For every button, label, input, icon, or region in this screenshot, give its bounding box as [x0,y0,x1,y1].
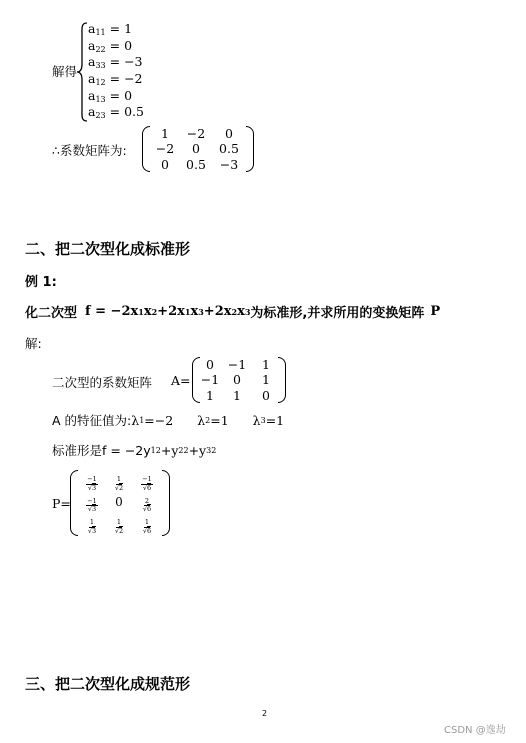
matrix-cell: −3 [219,156,239,172]
matrix-cell: 0 [262,387,270,403]
matrix-cell: 1 [233,387,241,403]
fraction [142,519,152,535]
matrix-P [70,470,170,536]
fraction [114,476,124,492]
matrix-cell: 0 [192,141,200,157]
solve-label: 解得 [52,64,78,79]
left-paren [192,357,200,403]
fraction-numerator: 1 [89,518,95,527]
matrix-cell [142,491,152,514]
right-paren [278,357,286,403]
problem-statement: 化二次型 f = −2x 1 x 2 +2x 1 x 3 +2x 2 x 3 为标准形,并求所用的变换矩阵 P [25,304,441,321]
matrix-cell: −1 [227,357,247,373]
sqrt-sign: √ [87,505,92,514]
fraction-numerator: −1 [142,475,152,484]
matrix-A [192,357,286,403]
radicand: 3 [92,483,97,492]
fraction [114,519,124,535]
matrix-cell [86,491,98,514]
fraction-numerator: −1 [87,496,97,505]
matrix-cell: 1 [262,357,270,373]
sqrt-sign: √ [142,483,147,492]
equation-a22: $a_{22} = 0$ [88,37,133,54]
fraction-numerator: 1 [116,518,122,527]
equation-a33: $a_{33} = -3$ [88,54,143,71]
matrix-cell: 0.5 [219,141,239,157]
eigenvalues-line: A 的特征值为: λ 1 =−2 λ 2 =1 λ 3 =1 [52,412,285,428]
sqrt-sign: √ [142,526,147,535]
radicand: 2 [119,526,124,535]
sqrt-sign: √ [114,526,119,535]
watermark: CSDN @逸劫 [444,725,506,736]
right-paren [246,126,254,172]
section-heading-standard-form: 二、把二次型化成标准形 [25,240,191,258]
matrix-label: 二次型的系数矩阵 [52,375,153,390]
matrix-cell [114,512,124,535]
fraction [87,519,97,535]
matrix-cell: 0 [115,495,123,510]
radicand: 6 [147,505,152,514]
equation-a13: $a_{13} = 0$ [88,87,133,104]
matrix-cell: 0 [161,156,169,172]
matrix-cell [142,512,152,535]
equation-a11: $a_{11} = 1$ [88,21,133,37]
solution-label: 解: [25,336,42,351]
matrix-cell: −1 [200,372,220,388]
matrix-cell: 0 [233,372,241,388]
fraction-numerator: 1 [116,475,122,484]
coef-matrix-label: ∴系数矩阵为: [52,143,127,158]
left-paren [70,470,78,536]
equation-a12: $a_{12} = -2$ [88,71,143,88]
sqrt-sign: √ [114,483,119,492]
matrix-cell [87,512,97,535]
radicand: 3 [92,526,97,535]
matrix-cell: 0 [225,126,233,142]
radicand: 2 [119,483,124,492]
sqrt-sign: √ [142,505,147,514]
matrix-cell: 1 [262,372,270,388]
fraction-numerator: −1 [87,475,97,484]
radicand: 6 [147,526,152,535]
fraction-denominator [87,528,97,536]
radicand: 3 [92,505,97,514]
standard-form-line: 标准形是f = −2y 1 2 +y 2 2 +y 3 2 [52,442,217,458]
matrix-cell: 1 [206,387,214,403]
matrix-cell [86,469,98,492]
sqrt-sign: √ [87,483,92,492]
matrix-cell: 1 [161,126,169,142]
left-paren [142,126,150,172]
matrix-cell: 0.5 [186,156,206,172]
equation-a23: $a_{23} = 0.5$ [88,104,144,121]
equation-system [88,21,144,121]
coef-matrix [142,126,254,172]
A-label: A= [171,373,191,388]
fraction-denominator [114,528,124,536]
section-heading-canonical-form: 三、把二次型化成规范形 [25,675,191,693]
fraction-denominator [142,528,152,536]
fraction-denominator [114,485,124,493]
P-label: P= [52,496,71,511]
matrix-cell: 0 [206,357,214,373]
matrix-cell [141,469,153,492]
fraction-numerator: 2 [144,496,150,505]
matrix-cell [114,469,124,492]
sqrt-sign: √ [87,526,92,535]
page-number: 2 [262,709,268,718]
radicand: 6 [147,483,152,492]
fraction-numerator: 1 [144,518,150,527]
right-paren [162,470,170,536]
left-brace [76,22,88,122]
matrix-cell: −2 [155,141,175,157]
matrix-cell: −2 [186,126,206,142]
example-label: 例 1: [25,275,57,290]
